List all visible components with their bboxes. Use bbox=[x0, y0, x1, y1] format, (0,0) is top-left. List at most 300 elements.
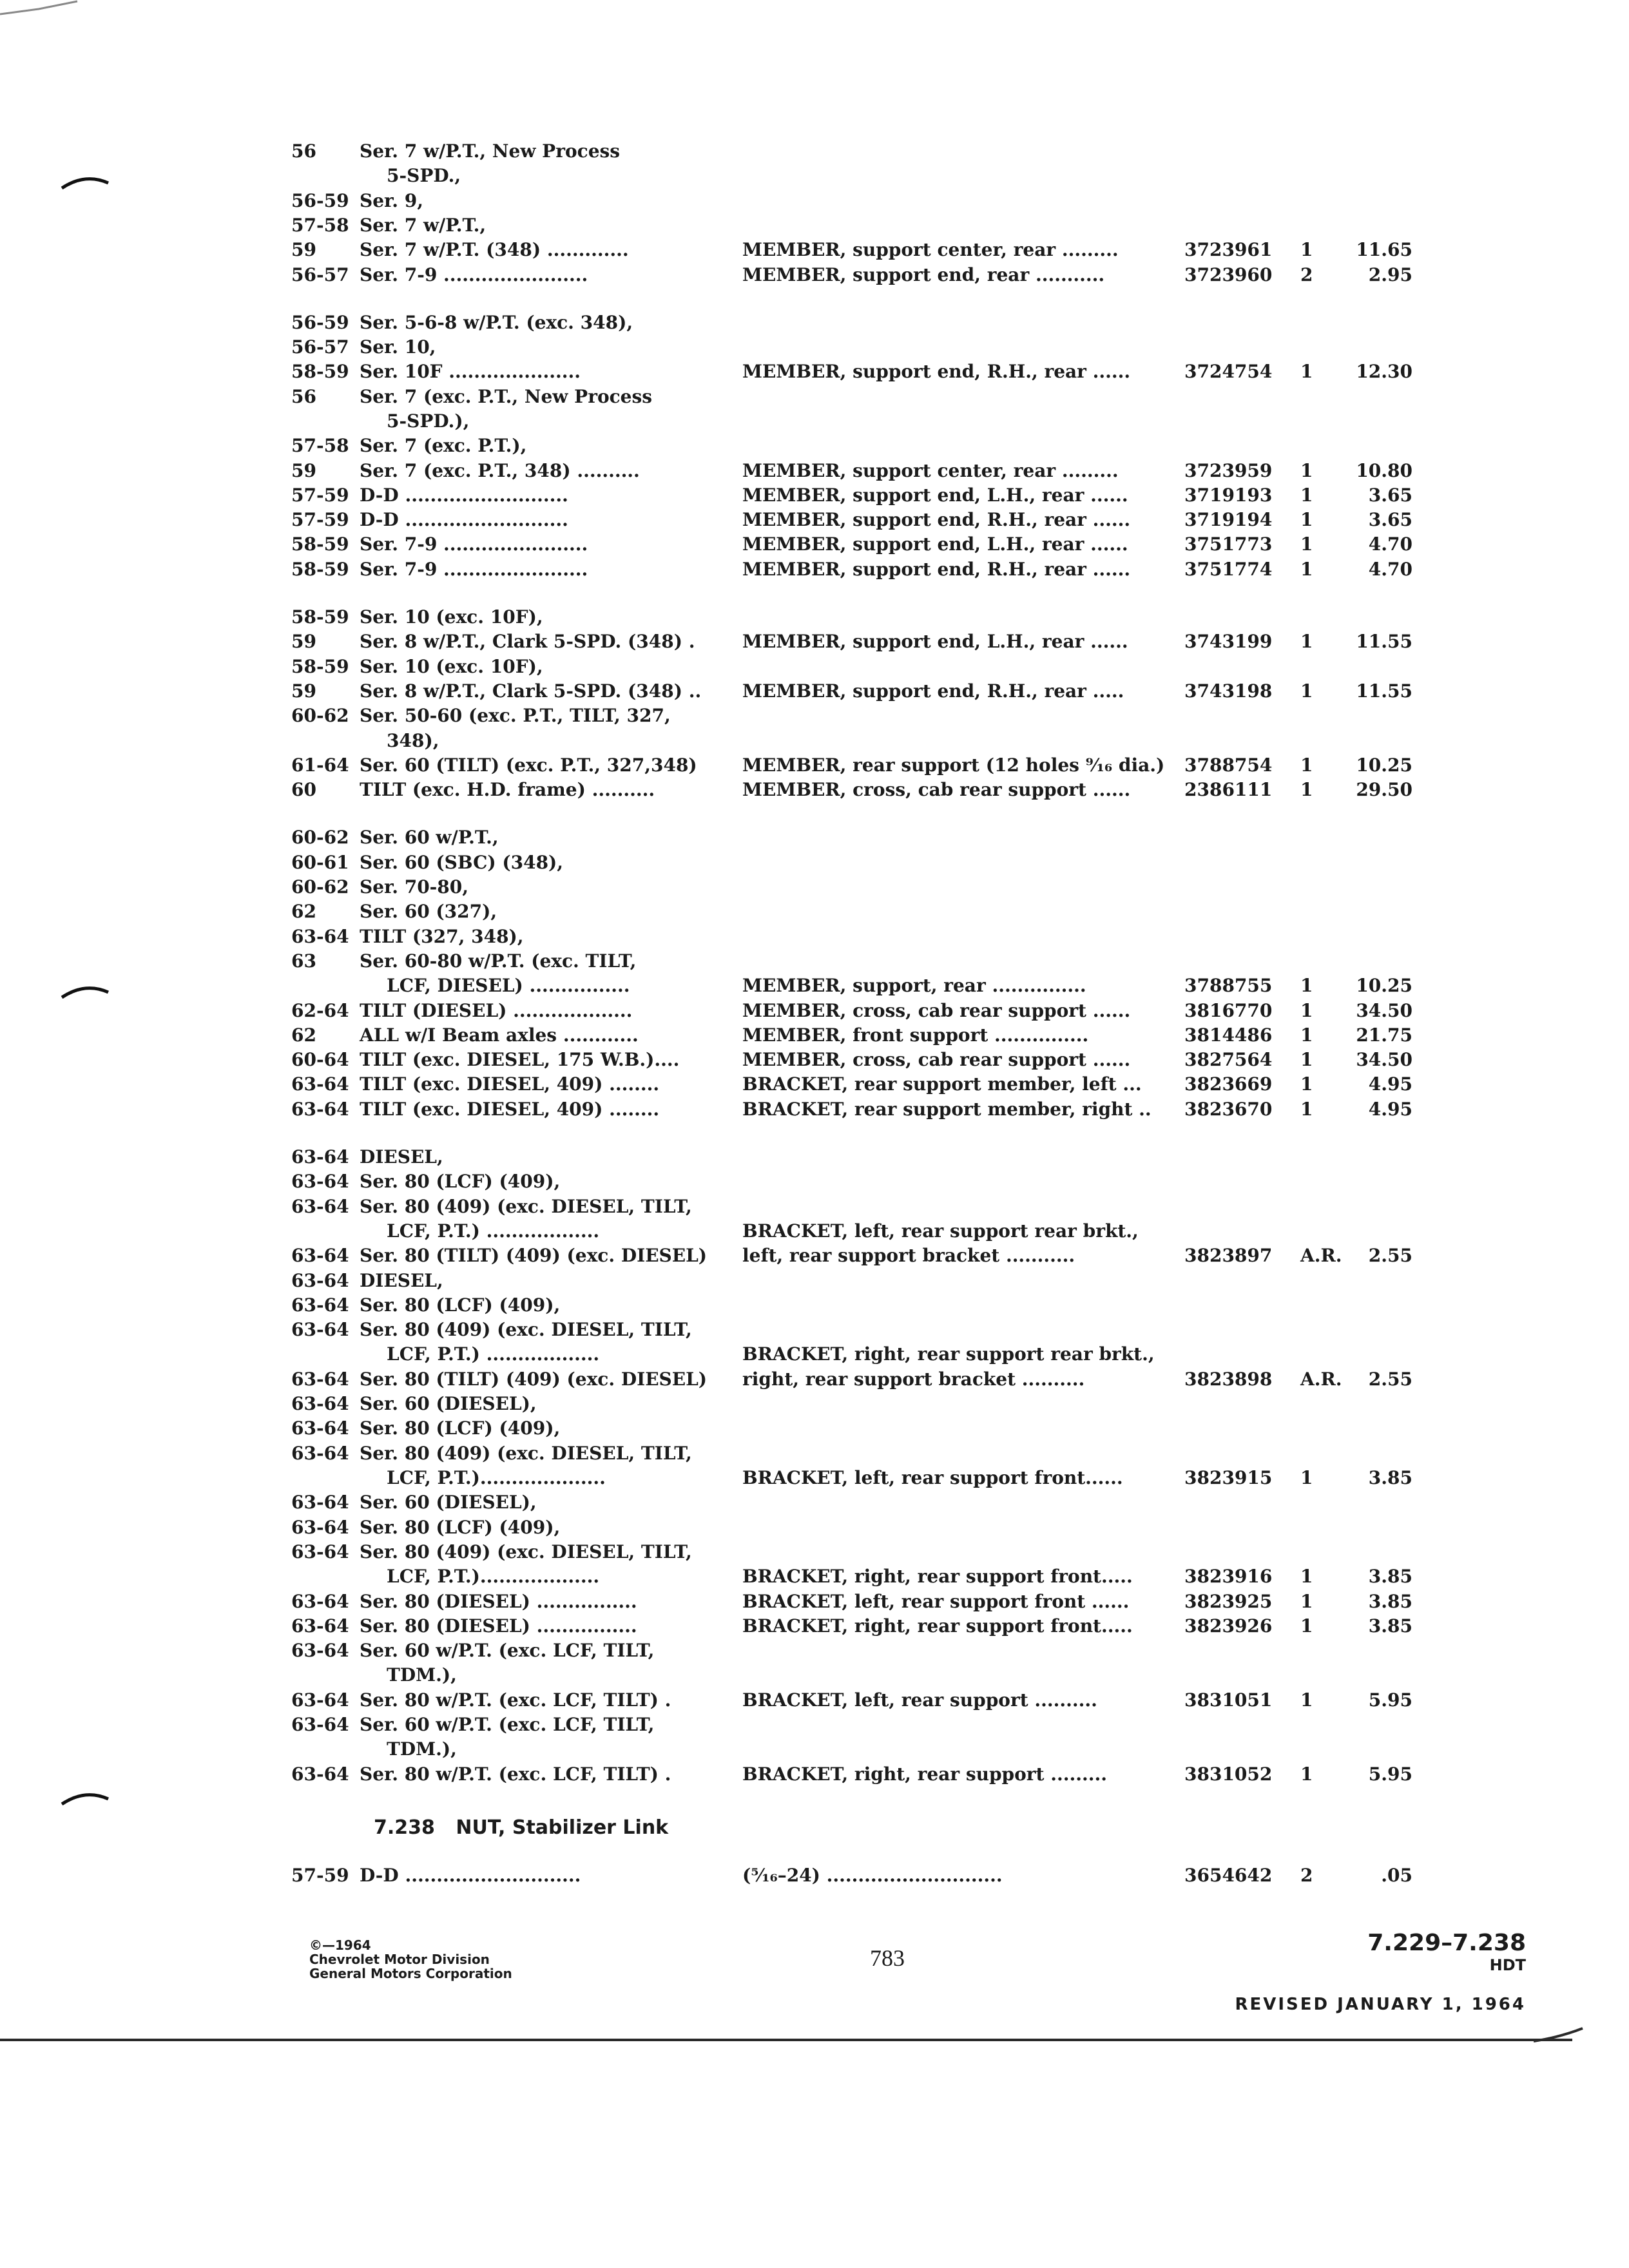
quantity: A.R. bbox=[1300, 1369, 1342, 1390]
application: DIESEL, bbox=[360, 1146, 443, 1168]
model-years: 63-64 bbox=[291, 1492, 349, 1513]
table-row bbox=[0, 1244, 1629, 1268]
part-number: 3723960 bbox=[1184, 264, 1273, 285]
quantity: 2 bbox=[1300, 1865, 1313, 1886]
price: 4.70 bbox=[1368, 533, 1412, 555]
application: Ser. 10 (exc. 10F), bbox=[360, 656, 543, 677]
model-years: 57-58 bbox=[291, 215, 349, 236]
model-years: 60-64 bbox=[291, 1049, 349, 1070]
part-number: 3788754 bbox=[1184, 754, 1273, 776]
price: 11.55 bbox=[1356, 631, 1412, 652]
table-row bbox=[0, 925, 1629, 949]
application: Ser. 80 (LCF) (409), bbox=[360, 1171, 561, 1192]
quantity: 1 bbox=[1300, 975, 1313, 996]
table-row bbox=[0, 1762, 1629, 1787]
model-years: 63-64 bbox=[291, 1319, 349, 1340]
application: TILT (DIESEL) ................... bbox=[360, 1000, 633, 1021]
section-range-block bbox=[1367, 1930, 1526, 1974]
table-row bbox=[0, 164, 1629, 188]
quantity: 1 bbox=[1300, 559, 1313, 580]
part-description: (⁵⁄₁₆–24) ............................ bbox=[742, 1865, 1003, 1886]
model-years: 63 bbox=[291, 950, 316, 972]
model-years: 56 bbox=[291, 386, 316, 407]
quantity: 1 bbox=[1300, 509, 1313, 530]
model-years: 58-59 bbox=[291, 606, 349, 628]
application: Ser. 80 w/P.T. (exc. LCF, TILT) . bbox=[360, 1689, 671, 1711]
application: Ser. 80 (TILT) (409) (exc. DIESEL) bbox=[360, 1245, 708, 1266]
part-number: 3719194 bbox=[1184, 509, 1273, 530]
application: Ser. 8 w/P.T., Clark 5-SPD. (348) .. bbox=[360, 680, 702, 702]
table-row bbox=[0, 999, 1629, 1023]
table-row bbox=[0, 1564, 1629, 1589]
table-row bbox=[0, 1540, 1629, 1564]
quantity: 1 bbox=[1300, 1763, 1313, 1785]
model-years: 63-64 bbox=[291, 1245, 349, 1266]
model-years: 56 bbox=[291, 140, 316, 162]
part-number: 3814486 bbox=[1184, 1024, 1273, 1046]
application: 5-SPD., bbox=[387, 165, 461, 186]
model-years: 62-64 bbox=[291, 1000, 349, 1021]
part-description: MEMBER, support end, R.H., rear ...... bbox=[742, 509, 1131, 530]
part-number: 3823898 bbox=[1184, 1369, 1273, 1390]
table-row bbox=[0, 1293, 1629, 1318]
application: Ser. 80 (409) (exc. DIESEL, TILT, bbox=[360, 1319, 692, 1340]
application: Ser. 60 (DIESEL), bbox=[360, 1393, 537, 1414]
model-years: 59 bbox=[291, 680, 316, 702]
table-row bbox=[0, 459, 1629, 483]
model-years: 57-59 bbox=[291, 485, 349, 506]
part-description: BRACKET, right, rear support ......... bbox=[742, 1763, 1107, 1785]
section-code: HDT bbox=[1489, 1956, 1526, 1974]
table-row bbox=[0, 532, 1629, 557]
table-row bbox=[0, 899, 1629, 924]
price: 11.55 bbox=[1356, 680, 1412, 702]
price: 3.65 bbox=[1368, 509, 1412, 530]
table-row bbox=[0, 753, 1629, 778]
application: Ser. 7-9 ....................... bbox=[360, 264, 588, 285]
part-description: MEMBER, support end, R.H., rear ...... bbox=[742, 361, 1131, 382]
part-description: MEMBER, support end, L.H., rear ...... bbox=[742, 485, 1128, 506]
model-years: 63-64 bbox=[291, 1640, 349, 1661]
price: 4.95 bbox=[1368, 1099, 1412, 1120]
table-row bbox=[0, 1023, 1629, 1048]
table-row bbox=[0, 1466, 1629, 1490]
part-number: 3788755 bbox=[1184, 975, 1273, 996]
quantity: 1 bbox=[1300, 754, 1313, 776]
part-number: 3743199 bbox=[1184, 631, 1273, 652]
application: TILT (exc. H.D. frame) .......... bbox=[360, 779, 655, 800]
part-description: MEMBER, cross, cab rear support ...... bbox=[742, 1049, 1131, 1070]
application: Ser. 50-60 (exc. P.T., TILT, 327, bbox=[360, 705, 671, 726]
part-number: 3719193 bbox=[1184, 485, 1273, 506]
model-years: 57-58 bbox=[291, 435, 349, 456]
bottom-rule bbox=[0, 2039, 1572, 2041]
punch-hole-mark-bottom bbox=[59, 1785, 111, 1811]
model-years: 63-64 bbox=[291, 1294, 349, 1316]
table-row bbox=[0, 825, 1629, 850]
table-row bbox=[0, 1490, 1629, 1515]
part-number: 2386111 bbox=[1184, 779, 1273, 800]
table-row bbox=[0, 1614, 1629, 1639]
part-description: right, rear support bracket .......... bbox=[742, 1369, 1085, 1390]
table-row bbox=[0, 875, 1629, 899]
application: Ser. 7-9 ....................... bbox=[360, 533, 588, 555]
price: 3.85 bbox=[1368, 1566, 1412, 1587]
model-years: 60 bbox=[291, 779, 316, 800]
quantity: 1 bbox=[1300, 1073, 1313, 1095]
part-number: 3823897 bbox=[1184, 1245, 1273, 1266]
part-description: MEMBER, support end, R.H., rear ...... bbox=[742, 559, 1131, 580]
part-number: 3816770 bbox=[1184, 1000, 1273, 1021]
part-number: 3823926 bbox=[1184, 1615, 1273, 1637]
model-years: 63-64 bbox=[291, 1270, 349, 1291]
application: TILT (exc. DIESEL, 409) ........ bbox=[360, 1099, 660, 1120]
part-description: MEMBER, support end, rear ........... bbox=[742, 264, 1105, 285]
part-description: MEMBER, support center, rear ......... bbox=[742, 460, 1119, 481]
application: TILT (327, 348), bbox=[360, 926, 524, 947]
table-row bbox=[0, 189, 1629, 213]
model-years: 63-64 bbox=[291, 1443, 349, 1464]
table-row bbox=[0, 557, 1629, 582]
table-row bbox=[0, 1663, 1629, 1687]
table-row bbox=[0, 238, 1629, 262]
table-row bbox=[0, 508, 1629, 532]
section-heading bbox=[374, 1816, 668, 1840]
price: 3.85 bbox=[1368, 1467, 1412, 1488]
part-number: 3743198 bbox=[1184, 680, 1273, 702]
copyright-line: ©—1964 bbox=[309, 1937, 371, 1953]
part-number: 3831051 bbox=[1184, 1689, 1273, 1711]
model-years: 63-64 bbox=[291, 1763, 349, 1785]
application: TILT (exc. DIESEL, 409) ........ bbox=[360, 1073, 660, 1095]
price: 3.85 bbox=[1368, 1591, 1412, 1612]
table-row bbox=[0, 1145, 1629, 1169]
model-years: 63-64 bbox=[291, 1689, 349, 1711]
price: 12.30 bbox=[1356, 361, 1412, 382]
model-years: 63-64 bbox=[291, 1418, 349, 1439]
part-number: 3823670 bbox=[1184, 1099, 1273, 1120]
part-number: 3823915 bbox=[1184, 1467, 1273, 1488]
page-number: 783 bbox=[870, 1945, 905, 1971]
model-years: 63-64 bbox=[291, 1099, 349, 1120]
part-description: MEMBER, front support ............... bbox=[742, 1024, 1089, 1046]
application: LCF, P.T.).................... bbox=[387, 1467, 606, 1488]
part-description: BRACKET, left, rear support rear brkt., bbox=[742, 1220, 1139, 1242]
price: 11.65 bbox=[1356, 239, 1412, 260]
part-number: 3751774 bbox=[1184, 559, 1273, 580]
table-row bbox=[0, 778, 1629, 802]
price: 2.55 bbox=[1368, 1245, 1412, 1266]
application: Ser. 7 (exc. P.T., New Process bbox=[360, 386, 653, 407]
application: Ser. 60 (327), bbox=[360, 901, 497, 922]
application: Ser. 60 w/P.T. (exc. LCF, TILT, bbox=[360, 1714, 655, 1735]
copyright-line: General Motors Corporation bbox=[309, 1966, 512, 1981]
part-description: BRACKET, left, rear support front...... bbox=[742, 1467, 1123, 1488]
part-number: 3827564 bbox=[1184, 1049, 1273, 1070]
price: 5.95 bbox=[1368, 1763, 1412, 1785]
application: D-D ............................ bbox=[360, 1865, 581, 1886]
table-row bbox=[0, 974, 1629, 998]
model-years: 63-64 bbox=[291, 1517, 349, 1538]
table-row bbox=[0, 1048, 1629, 1072]
application: Ser. 80 (DIESEL) ................ bbox=[360, 1591, 637, 1612]
application: DIESEL, bbox=[360, 1270, 443, 1291]
model-years: 61-64 bbox=[291, 754, 349, 776]
model-years: 57-59 bbox=[291, 509, 349, 530]
model-years: 63-64 bbox=[291, 1146, 349, 1168]
section-title: NUT, Stabilizer Link bbox=[456, 1816, 669, 1839]
application: Ser. 60 w/P.T. (exc. LCF, TILT, bbox=[360, 1640, 655, 1661]
part-description: BRACKET, right, rear support front..... bbox=[742, 1615, 1133, 1637]
table-row bbox=[0, 1713, 1629, 1737]
application: LCF, P.T.) .................. bbox=[387, 1220, 600, 1242]
table-row bbox=[0, 409, 1629, 434]
price: 10.25 bbox=[1356, 975, 1412, 996]
table-row bbox=[0, 1392, 1629, 1416]
model-years: 56-59 bbox=[291, 312, 349, 333]
model-years: 63-64 bbox=[291, 1541, 349, 1562]
model-years: 56-57 bbox=[291, 336, 349, 358]
price: 4.70 bbox=[1368, 559, 1412, 580]
corner-smudge bbox=[0, 0, 84, 19]
application: Ser. 9, bbox=[360, 190, 423, 211]
model-years: 63-64 bbox=[291, 1615, 349, 1637]
application: TDM.), bbox=[387, 1664, 457, 1686]
table-row bbox=[0, 850, 1629, 875]
model-years: 62 bbox=[291, 1024, 316, 1046]
quantity: 1 bbox=[1300, 1049, 1313, 1070]
model-years: 60-61 bbox=[291, 852, 349, 873]
application: Ser. 80 (409) (exc. DIESEL, TILT, bbox=[360, 1196, 692, 1217]
application: 5-SPD.), bbox=[387, 410, 470, 432]
part-number: 3751773 bbox=[1184, 533, 1273, 555]
table-row bbox=[0, 1515, 1629, 1540]
model-years: 56-59 bbox=[291, 190, 349, 211]
quantity: 1 bbox=[1300, 485, 1313, 506]
part-description: MEMBER, support, rear ............... bbox=[742, 975, 1086, 996]
part-description: BRACKET, left, rear support front ...... bbox=[742, 1591, 1130, 1612]
model-years: 63-64 bbox=[291, 926, 349, 947]
application: 348), bbox=[387, 730, 439, 751]
part-description: BRACKET, right, rear support front..... bbox=[742, 1566, 1133, 1587]
model-years: 59 bbox=[291, 239, 316, 260]
table-row bbox=[0, 729, 1629, 753]
model-years: 60-62 bbox=[291, 827, 349, 848]
application: Ser. 60 w/P.T., bbox=[360, 827, 499, 848]
application: Ser. 80 (LCF) (409), bbox=[360, 1517, 561, 1538]
part-description: MEMBER, cross, cab rear support ...... bbox=[742, 779, 1131, 800]
price: 10.80 bbox=[1356, 460, 1412, 481]
table-row bbox=[0, 1416, 1629, 1441]
model-years: 63-64 bbox=[291, 1073, 349, 1095]
part-number: 3723959 bbox=[1184, 460, 1273, 481]
quantity: 1 bbox=[1300, 1566, 1313, 1587]
quantity: 1 bbox=[1300, 239, 1313, 260]
application: Ser. 60 (DIESEL), bbox=[360, 1492, 537, 1513]
part-description: BRACKET, left, rear support .......... bbox=[742, 1689, 1097, 1711]
price: 3.85 bbox=[1368, 1615, 1412, 1637]
model-years: 58-59 bbox=[291, 361, 349, 382]
quantity: 1 bbox=[1300, 460, 1313, 481]
quantity: 1 bbox=[1300, 1024, 1313, 1046]
table-row bbox=[0, 1097, 1629, 1122]
table-row bbox=[0, 704, 1629, 728]
table-row bbox=[0, 1590, 1629, 1614]
table-row bbox=[0, 335, 1629, 360]
table-row bbox=[0, 1441, 1629, 1466]
application: Ser. 70-80, bbox=[360, 876, 469, 898]
application: Ser. 7 (exc. P.T., 348) .......... bbox=[360, 460, 640, 481]
quantity: 1 bbox=[1300, 1689, 1313, 1711]
application: Ser. 80 (LCF) (409), bbox=[360, 1418, 561, 1439]
application: TILT (exc. DIESEL, 175 W.B.).... bbox=[360, 1049, 680, 1070]
part-number: 3831052 bbox=[1184, 1763, 1273, 1785]
table-row bbox=[0, 1072, 1629, 1097]
application: Ser. 80 (409) (exc. DIESEL, TILT, bbox=[360, 1443, 692, 1464]
quantity: 1 bbox=[1300, 1467, 1313, 1488]
part-number: 3823916 bbox=[1184, 1566, 1273, 1587]
part-number: 3654642 bbox=[1184, 1865, 1273, 1886]
quantity: 1 bbox=[1300, 1615, 1313, 1637]
application: ALL w/I Beam axles ............ bbox=[360, 1024, 639, 1046]
quantity: A.R. bbox=[1300, 1245, 1342, 1266]
table-row bbox=[0, 1219, 1629, 1244]
part-description: MEMBER, rear support (12 holes ⁹⁄₁₆ dia.) bbox=[742, 754, 1165, 776]
quantity: 1 bbox=[1300, 361, 1313, 382]
model-years: 56-57 bbox=[291, 264, 349, 285]
nut-row bbox=[0, 1863, 1629, 1888]
table-row bbox=[0, 1169, 1629, 1194]
quantity: 1 bbox=[1300, 680, 1313, 702]
price: 34.50 bbox=[1356, 1049, 1412, 1070]
copyright-block bbox=[309, 1938, 512, 1981]
price: .05 bbox=[1381, 1865, 1412, 1886]
part-description: MEMBER, cross, cab rear support ...... bbox=[742, 1000, 1131, 1021]
application: Ser. 80 w/P.T. (exc. LCF, TILT) . bbox=[360, 1763, 671, 1785]
price: 10.25 bbox=[1356, 754, 1412, 776]
table-row bbox=[0, 1639, 1629, 1663]
model-years: 57-59 bbox=[291, 1865, 349, 1886]
part-number: 3723961 bbox=[1184, 239, 1273, 260]
application: Ser. 10F ..................... bbox=[360, 361, 581, 382]
model-years: 58-59 bbox=[291, 559, 349, 580]
price: 4.95 bbox=[1368, 1073, 1412, 1095]
copyright-line: Chevrolet Motor Division bbox=[309, 1952, 490, 1967]
table-row bbox=[0, 1269, 1629, 1293]
model-years: 59 bbox=[291, 460, 316, 481]
application: LCF, DIESEL) ................ bbox=[387, 975, 630, 996]
price: 29.50 bbox=[1356, 779, 1412, 800]
quantity: 1 bbox=[1300, 631, 1313, 652]
model-years: 62 bbox=[291, 901, 316, 922]
model-years: 63-64 bbox=[291, 1393, 349, 1414]
price: 5.95 bbox=[1368, 1689, 1412, 1711]
table-row bbox=[0, 1318, 1629, 1342]
application: Ser. 7 w/P.T., bbox=[360, 215, 487, 236]
rule-tail bbox=[1534, 2023, 1585, 2049]
price: 2.55 bbox=[1368, 1369, 1412, 1390]
quantity: 1 bbox=[1300, 779, 1313, 800]
model-years: 63-64 bbox=[291, 1591, 349, 1612]
price: 34.50 bbox=[1356, 1000, 1412, 1021]
application: Ser. 80 (LCF) (409), bbox=[360, 1294, 561, 1316]
table-row bbox=[0, 605, 1629, 629]
table-row bbox=[0, 629, 1629, 654]
application: Ser. 7 w/P.T., New Process bbox=[360, 140, 621, 162]
section-number: 7.238 bbox=[374, 1816, 435, 1839]
part-description: BRACKET, right, rear support rear brkt., bbox=[742, 1343, 1155, 1365]
table-row bbox=[0, 434, 1629, 458]
model-years: 63-64 bbox=[291, 1196, 349, 1217]
section-range: 7.229–7.238 bbox=[1367, 1930, 1526, 1956]
application: Ser. 60 (SBC) (348), bbox=[360, 852, 564, 873]
model-years: 59 bbox=[291, 631, 316, 652]
part-description: MEMBER, support end, R.H., rear ..... bbox=[742, 680, 1124, 702]
revised-date: REVISED JANUARY 1, 1964 bbox=[1235, 1995, 1526, 2014]
table-row bbox=[0, 655, 1629, 679]
model-years: 63-64 bbox=[291, 1714, 349, 1735]
table-row bbox=[0, 385, 1629, 409]
application: Ser. 60-80 w/P.T. (exc. TILT, bbox=[360, 950, 637, 972]
price: 3.65 bbox=[1368, 485, 1412, 506]
table-row bbox=[0, 1737, 1629, 1762]
part-description: MEMBER, support end, L.H., rear ...... bbox=[742, 631, 1128, 652]
part-description: left, rear support bracket ........... bbox=[742, 1245, 1075, 1266]
quantity: 1 bbox=[1300, 1591, 1313, 1612]
part-number: 3724754 bbox=[1184, 361, 1273, 382]
table-row bbox=[0, 311, 1629, 335]
model-years: 63-64 bbox=[291, 1171, 349, 1192]
model-years: 60-62 bbox=[291, 876, 349, 898]
quantity: 1 bbox=[1300, 1099, 1313, 1120]
quantity: 1 bbox=[1300, 1000, 1313, 1021]
table-row bbox=[0, 1195, 1629, 1219]
table-row bbox=[0, 483, 1629, 508]
application: D-D .......................... bbox=[360, 509, 568, 530]
table-row bbox=[0, 1367, 1629, 1392]
table-row bbox=[0, 1342, 1629, 1367]
model-years: 58-59 bbox=[291, 656, 349, 677]
model-years: 60-62 bbox=[291, 705, 349, 726]
quantity: 1 bbox=[1300, 533, 1313, 555]
table-row bbox=[0, 263, 1629, 287]
application: LCF, P.T.) .................. bbox=[387, 1343, 600, 1365]
application: Ser. 7 (exc. P.T.), bbox=[360, 435, 527, 456]
application: LCF, P.T.)................... bbox=[387, 1566, 600, 1587]
application: Ser. 80 (TILT) (409) (exc. DIESEL) bbox=[360, 1369, 708, 1390]
table-row bbox=[0, 1688, 1629, 1713]
application: Ser. 5-6-8 w/P.T. (exc. 348), bbox=[360, 312, 633, 333]
model-years: 58-59 bbox=[291, 533, 349, 555]
table-row bbox=[0, 139, 1629, 164]
application: Ser. 10, bbox=[360, 336, 436, 358]
part-number: 3823669 bbox=[1184, 1073, 1273, 1095]
application: Ser. 8 w/P.T., Clark 5-SPD. (348) . bbox=[360, 631, 695, 652]
part-number: 3823925 bbox=[1184, 1591, 1273, 1612]
application: D-D .......................... bbox=[360, 485, 568, 506]
table-row bbox=[0, 213, 1629, 238]
price: 21.75 bbox=[1356, 1024, 1412, 1046]
table-row bbox=[0, 949, 1629, 974]
application: Ser. 7 w/P.T. (348) ............. bbox=[360, 239, 629, 260]
model-years: 63-64 bbox=[291, 1369, 349, 1390]
part-description: MEMBER, support center, rear ......... bbox=[742, 239, 1119, 260]
table-row bbox=[0, 360, 1629, 384]
application: Ser. 80 (DIESEL) ................ bbox=[360, 1615, 637, 1637]
application: TDM.), bbox=[387, 1738, 457, 1760]
part-description: BRACKET, rear support member, left ... bbox=[742, 1073, 1142, 1095]
part-description: BRACKET, rear support member, right .. bbox=[742, 1099, 1152, 1120]
